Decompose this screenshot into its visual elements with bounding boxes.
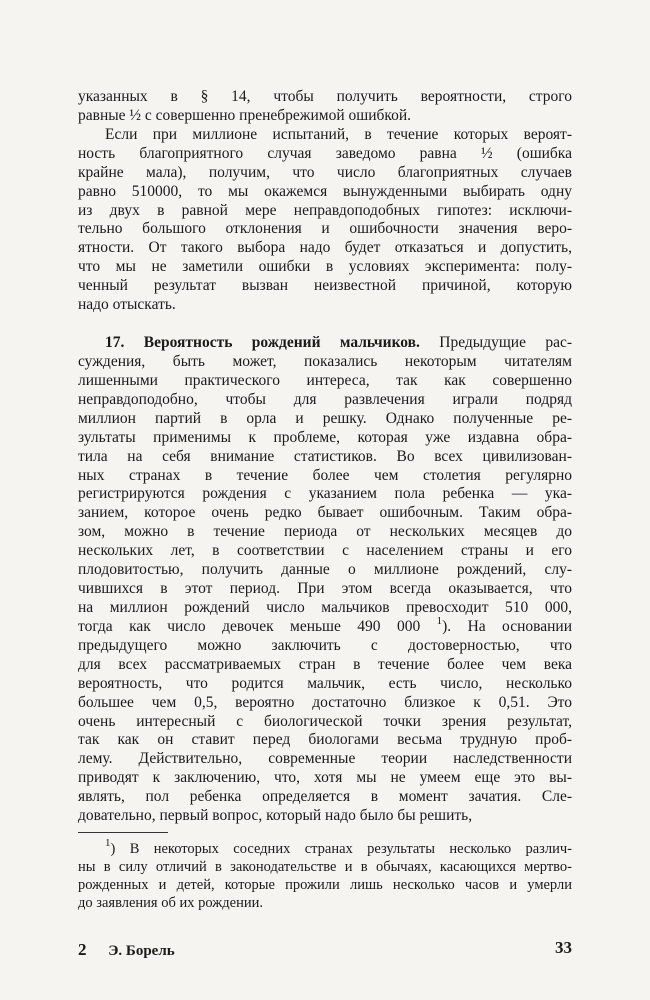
text-line: ность благоприятного случая заведомо равна ½ (ошибка [78,144,572,162]
footnote-text: ) В некоторых соседних странах результаты несколько различ- [110,841,572,857]
text-line-with-footnote-ref [78,614,572,637]
text-fragment: тогда как число девочек меньше 490 000 [78,617,421,635]
footnote-marker: 1 [105,837,111,850]
text-line: плодовитостью, получить данные о миллионе рождений, слу- [78,561,572,579]
text-line: зультаты применимы к проблеме, которая уже издавна обра- [78,428,572,446]
text-line: регистрируются рождения с указанием пола ребенка — ука- [78,485,572,503]
text-line: Если при миллионе испытаний, в течение которых вероят- [105,125,572,143]
text-line: чившихся в этот период. При этом всегда оказывается, что [78,580,572,597]
footnote-line: ны в силу отличий в законодательстве и в обычаях, касающихся мертво- [78,859,572,875]
text-line: ченный результат вызван неизвестной причиной, которую [78,277,572,295]
text-line: лишенными практического интереса, так как совершенно [78,371,572,389]
footnote-reference[interactable]: 1 [436,614,443,627]
text-fragment: ). На основании [442,617,572,635]
signature-text: Э. Борель [108,943,175,959]
text-line: вероятность, что родится мальчик, есть число, несколько [78,674,572,692]
text-line: приводят к заключению, что, хотя мы не умеем еще это вы- [78,769,572,787]
section-heading: 17. Вероятность рождений мальчиков. [105,334,420,352]
footnote-line: рожденных и детей, которые прожили лишь несколько часов и умерли [78,877,572,893]
footnote-rule [78,832,168,833]
text-line: суждения, быть может, показались некоторым читателям [78,353,572,370]
text-line: тельно большого отклонения и ошибочности значения веро- [78,220,572,238]
text-line: крайне мала), получим, что число благоприятных случаев [78,163,572,181]
text-line: ных странах в течение более чем столетия регулярно [78,466,572,484]
text-line: указанных в § 14, чтобы получить вероятности, строго [78,88,572,105]
text-line: являть, пол ребенка определяется в момент зачатия. Сле- [78,788,572,806]
text-line: надо отыскать. [78,296,176,314]
text-line: из двух в равной мере неправдоподобных гипотез: исключи- [78,201,572,219]
text-line: довательно, первый вопрос, который надо было бы решить, [78,807,473,825]
text-line: большее чем 0,5, вероятно достаточно близкое к 0,51. Это [78,693,572,711]
page-number: 33 [555,938,572,957]
text-line: очень интересный с биологической точки зрения результат, [78,712,572,730]
text-fragment: Предыдущие рас- [439,334,572,352]
text-line: нескольких лет, в соответствии с населением страны и его [78,542,572,560]
footnote-first-line [105,837,572,858]
text-line: неправдоподобно, чтобы для развлечения играли подряд [78,390,572,408]
text-line: что мы не заметили ошибки в условиях эксперимента: полу- [78,258,572,276]
text-line: ятности. От такого выбора надо будет отказаться и допустить, [78,239,572,257]
text-line: зом, можно в течение периода от нескольких месяцев до [78,523,572,541]
signature-number: 2 [78,940,87,959]
text-line: равные ½ с совершенно пренебрежимой ошибкой. [78,106,412,124]
text-line: лему. Действительно, современные теории наследственности [78,750,572,768]
text-line: так как он ставит перед биологами весьма трудную проб- [78,731,572,749]
footnote-line: до заявления об их рождении. [78,895,263,911]
text-line: миллион партий в орла и решку. Однако полученные ре- [78,409,572,427]
text-line: для всех рассматриваемых стран в течение более чем века [78,655,572,673]
text-line: на миллион рождений число мальчиков превосходит 510 000, [78,598,572,616]
printer-signature [78,940,175,960]
text-line: занием, которое очень редко бывает ошибочным. Таким обра- [78,504,572,522]
section-first-line [105,334,572,353]
text-line: тила на себя внимание статистиков. Во всех цивилизован- [78,447,572,465]
text-line: равно 510000, то мы окажемся вынужденными выбирать одну [78,182,572,200]
text-line: предыдущего можно заключить с достоверностью, что [78,636,572,654]
